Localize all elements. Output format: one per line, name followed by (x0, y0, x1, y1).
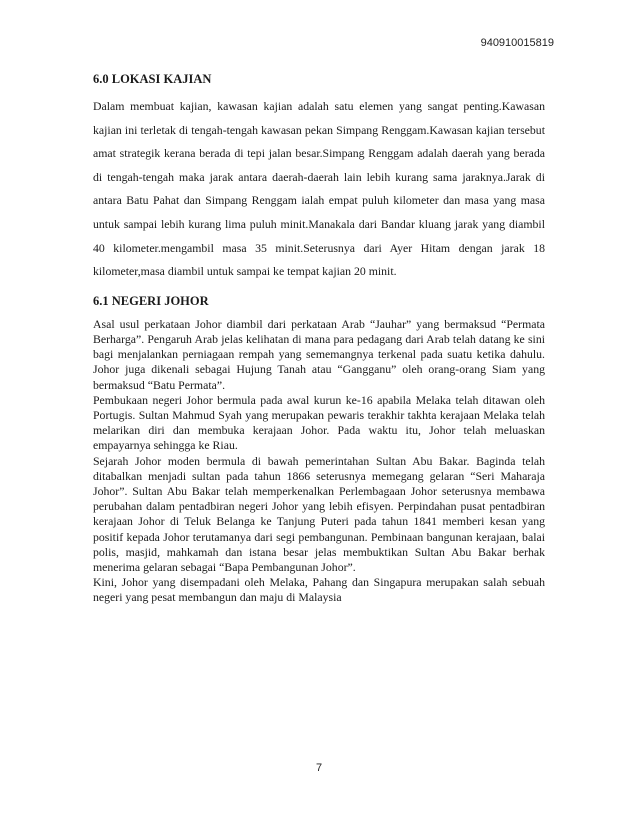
paragraph-sejarah-moden: Sejarah Johor moden bermula di bawah pemerintahan Sultan Abu Bakar. Baginda telah ditabalkan menjadi sultan pada tahun 1866 seterusnya memegang gelaran “Seri Maharaja Johor”. Sultan Abu Bakar telah memperkenalkan Perlembagaan Johor seterusnya membawa perubahan dalam pentadbiran negeri Johor yang lebih efisyen. Perpindahan pusat pentadbiran kerajaan Johor di Teluk Belanga ke Tanjung Puteri pada tahun 1841 memberi kesan yang positif kepada Johor terutamanya dari segi pembangunan. Pembinaan bangunan kerajaan, balai polis, masjid, mahkamah dan istana besar jelas membuktikan Sultan Abu Bakar berhak menerima gelaran sebagai “Bapa Pembangunan Johor”. (93, 453, 545, 574)
section-heading-negeri-johor: 6.1 NEGERI JOHOR (93, 293, 209, 308)
page-number: 7 (315, 762, 323, 774)
paragraph-asal-usul: Asal usul perkataan Johor diambil dari perkataan Arab “Jauhar” yang bermaksud “Permata Berharga”. Pengaruh Arab jelas kelihatan di mana para pedagang dari Arab telah datang ke sini bagi menjalankan perniagaan rempah yang sememangnya terkenal pada suatu ketika dahulu. Johor juga dikenali sebagai Hujung Tanah atau “Gangganu” oleh orang-orang Siam yang bermaksud “Batu Permata”. (93, 316, 545, 392)
document-id: 940910015819 (480, 37, 554, 49)
paragraph-pembukaan: Pembukaan negeri Johor bermula pada awal kurun ke-16 apabila Melaka telah ditawan oleh Portugis. Sultan Mahmud Syah yang merupakan pewaris terakhir takhta kerajaan Melaka telah melarikan diri dan membuka kerajaan Johor. Pada waktu itu, Johor telah meluaskan empayarnya sehingga ke Riau. (93, 392, 545, 453)
page-content (93, 72, 545, 606)
paragraph-lokasi-kajian: Dalam membuat kajian, kawasan kajian adalah satu elemen yang sangat penting.Kawasan kajian ini terletak di tengah-tengah kawasan pekan Simpang Renggam.Kawasan kajian tersebut amat strategik kerana berada di tepi jalan besar.Simpang Renggam adalah daerah yang berada di tengah-tengah maka jarak antara daerah-daerah lain lebih kurang sama jaraknya.Jarak di antara Batu Pahat dan Simpang Renggam ialah empat puluh kilometer dan masa yang masa untuk sampai lebih kurang lima puluh minit.Manakala dari Bandar kluang jarak yang diambil 40 kilometer.mengambil masa 35 minit.Seterusnya dari Ayer Hitam dengan jarak 18 kilometer,masa diambil untuk sampai ke tempat kajian 20 minit. (93, 99, 545, 279)
section-heading-lokasi-kajian: 6.0 LOKASI KAJIAN (93, 72, 212, 86)
paragraph-kini: Kini, Johor yang disempadani oleh Melaka, Pahang dan Singapura merupakan salah sebuah negeri yang pesat membangun dan maju di Malaysia (93, 575, 545, 605)
